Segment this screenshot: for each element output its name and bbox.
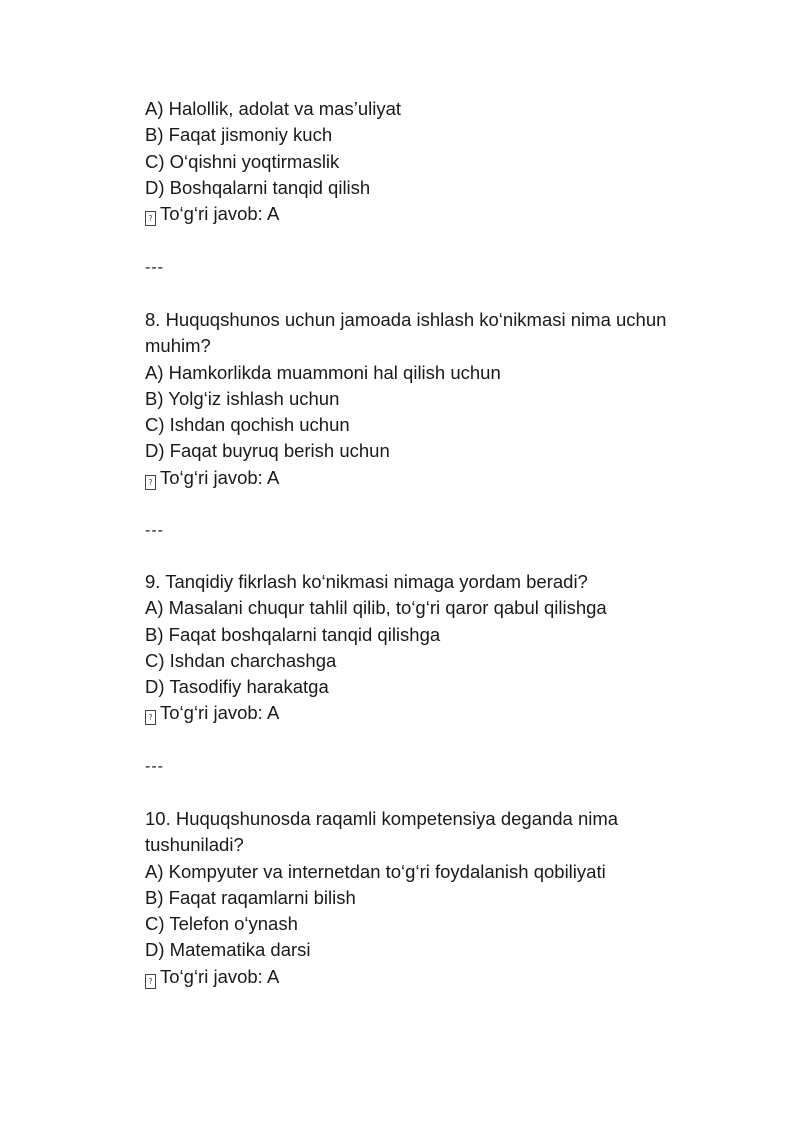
- q10-answer: [145, 964, 705, 990]
- q9-option-a: A) Masalani chuqur tahlil qilib, to‘g‘ri qaror qabul qilishga: [145, 597, 607, 619]
- q7-answer: [145, 201, 705, 227]
- question-7-block: [145, 96, 705, 227]
- q9-answer-text: To‘g‘ri javob: A: [160, 702, 280, 724]
- q10-option-b: B) Faqat raqamlarni bilish: [145, 886, 356, 908]
- q10-option-a: A) Kompyuter va internetdan to‘g‘ri foydalanish qobiliyati: [145, 860, 606, 882]
- q7-option-a: A) Halollik, adolat va mas’uliyat: [145, 98, 402, 119]
- q8-answer: [145, 465, 705, 491]
- missing-glyph-icon: ?: [145, 475, 156, 490]
- question-10-block: [145, 806, 705, 990]
- q8-question: 8. Huquqshunos uchun jamoada ishlash ko‘nikmasi nima uchun muhim?: [145, 309, 667, 357]
- q8-option-d: D) Faqat buyruq berish uchun: [145, 440, 390, 462]
- q9-option-b: B) Faqat boshqalarni tanqid qilishga: [145, 623, 441, 645]
- q9-option-c: C) Ishdan charchashga: [145, 649, 337, 671]
- q9-option-d: D) Tasodifiy harakatga: [145, 676, 329, 698]
- question-8-block: [145, 307, 705, 491]
- q8-answer-text: To‘g‘ri javob: A: [160, 466, 280, 488]
- q7-option-b: B) Faqat jismoniy kuch: [145, 124, 333, 146]
- q7-answer-text: To‘g‘ri javob: A: [160, 203, 280, 225]
- q7-option-c: C) O‘qishni yoqtirmaslik: [145, 150, 340, 172]
- missing-glyph-icon: ?: [145, 211, 156, 226]
- q8-option-a: A) Hamkorlikda muammoni hal qilish uchun: [145, 361, 501, 383]
- separator-1: ---: [145, 259, 164, 276]
- q8-option-c: C) Ishdan qochish uchun: [145, 414, 350, 436]
- separator-2: ---: [145, 522, 164, 539]
- missing-glyph-icon: ?: [145, 710, 156, 725]
- q9-answer: [145, 700, 705, 726]
- q10-question: 10. Huquqshunosda raqamli kompetensiya deganda nima tushuniladi?: [145, 808, 619, 856]
- missing-glyph-icon: ?: [145, 974, 156, 989]
- q9-question: 9. Tanqidiy fikrlash ko‘nikmasi nimaga yordam beradi?: [145, 571, 588, 592]
- q10-option-d: D) Matematika darsi: [145, 939, 311, 961]
- question-9-block: [145, 569, 705, 727]
- q8-option-b: B) Yolg‘iz ishlash uchun: [145, 387, 340, 409]
- q10-option-c: C) Telefon o‘ynash: [145, 913, 298, 935]
- q10-answer-text: To‘g‘ri javob: A: [160, 965, 280, 987]
- separator-3: ---: [145, 758, 164, 775]
- q7-option-d: D) Boshqalarni tanqid qilish: [145, 176, 371, 198]
